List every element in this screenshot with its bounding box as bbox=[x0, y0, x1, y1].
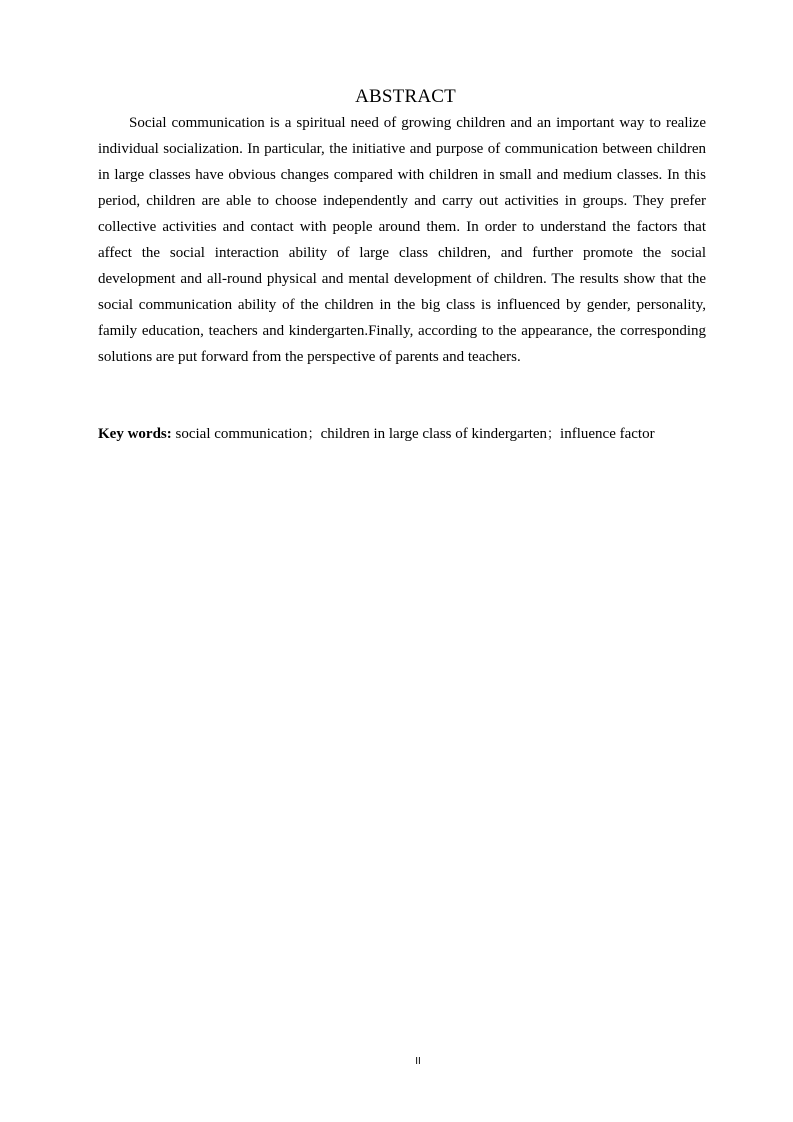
keywords-line bbox=[98, 422, 738, 446]
keyword-item: influence factor bbox=[560, 426, 655, 442]
abstract-body: Social communication is a spiritual need of growing children and an important way to realize individual socialization. In particular, the initiative and purpose of communication between children in large classes have obvious changes compared with children in small and medium classes. In this period, children are able to choose independently and carry out activities in groups. They prefer collective activities and contact with people around them. In order to understand the factors that affect the social interaction ability of large class children, and further promote the social development and all-round physical and mental development of children. The results show that the social communication ability of the children in the big class is influenced by gender, personality, family education, teachers and kindergarten.Finally, according to the appearance, the corresponding solutions are put forward from the perspective of parents and teachers. bbox=[98, 115, 706, 365]
page-number: II bbox=[415, 1056, 421, 1067]
keyword-separator: ； bbox=[547, 426, 561, 441]
keywords-label: Key words: bbox=[98, 426, 172, 442]
keyword-item: social communication bbox=[175, 426, 308, 442]
keyword-separator: ； bbox=[307, 426, 321, 441]
keyword-item: children in large class of kindergarten bbox=[320, 426, 548, 442]
abstract-title: ABSTRACT bbox=[355, 86, 456, 107]
